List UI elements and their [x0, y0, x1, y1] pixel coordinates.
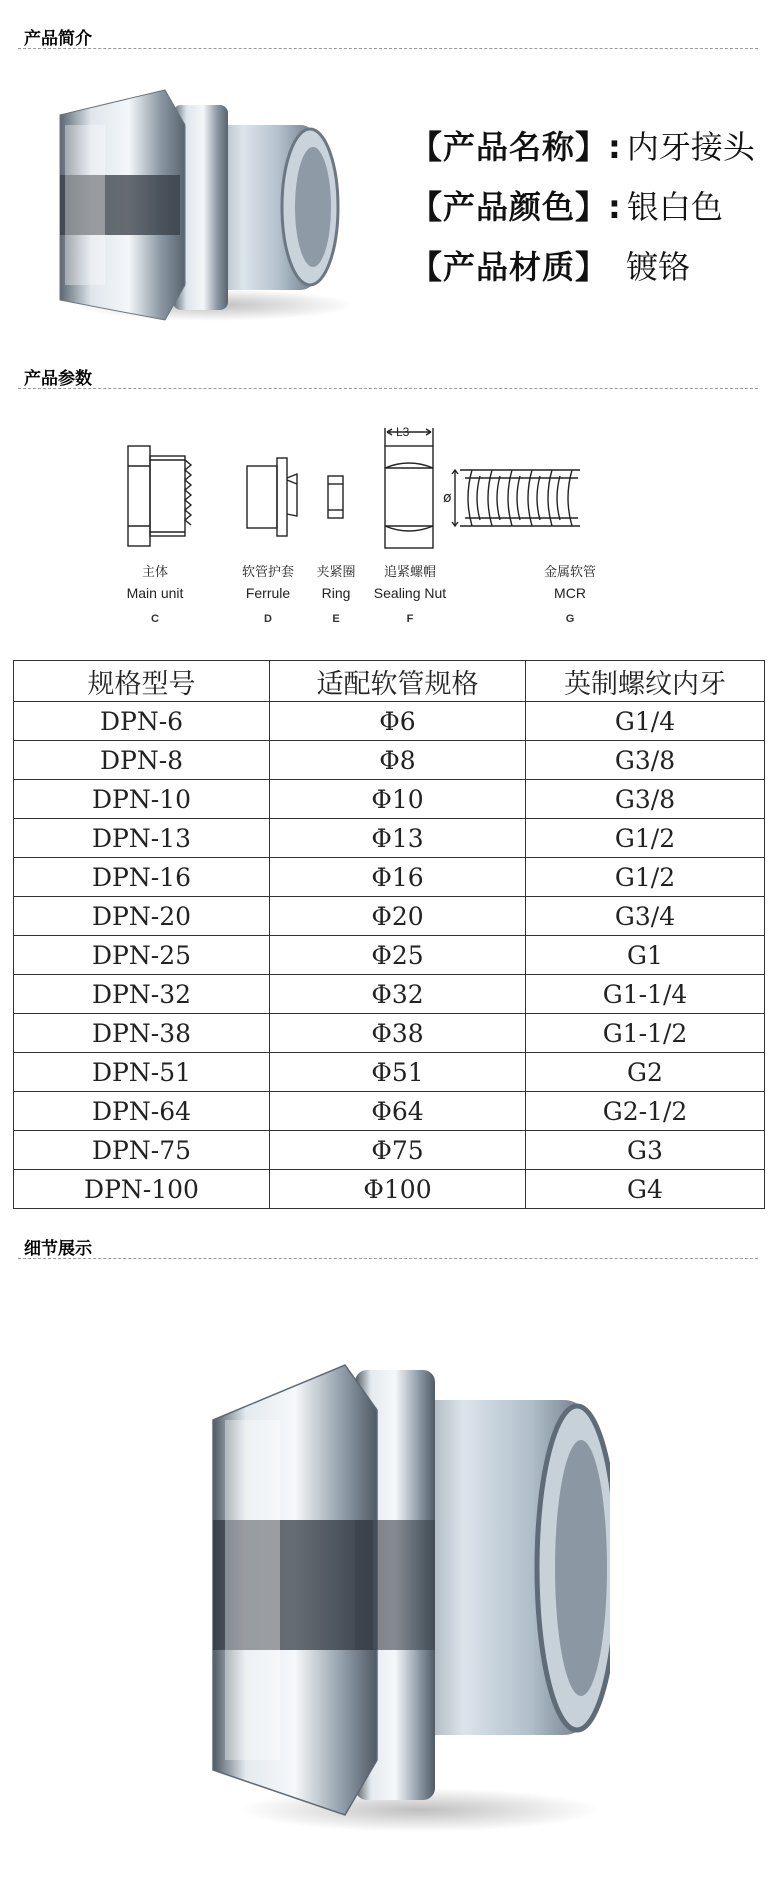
section-title: 产品参数 — [24, 369, 92, 389]
column-header: 规格型号 — [14, 661, 270, 702]
hose-size-cell: Φ10 — [270, 780, 526, 819]
main-unit-drawing — [128, 446, 191, 546]
section-title: 细节展示 — [24, 1239, 92, 1259]
info-sep: : — [608, 128, 621, 166]
component-letter: D — [264, 613, 272, 625]
table-row — [14, 819, 765, 858]
component-label-cn: 主体 — [141, 565, 169, 580]
table-row — [14, 858, 765, 897]
model-cell: DPN-6 — [14, 702, 270, 741]
model-cell: DPN-64 — [14, 1092, 270, 1131]
model-cell: DPN-32 — [14, 975, 270, 1014]
sealing-nut-drawing — [385, 428, 433, 548]
component-label-cn: 夹紧圈 — [316, 565, 356, 580]
thread-cell: G2 — [526, 1053, 765, 1092]
component-label-en: Ferrule — [245, 585, 291, 601]
table-row — [14, 1092, 765, 1131]
hose-size-cell: Φ6 — [270, 702, 526, 741]
thread-cell: G1-1/4 — [526, 975, 765, 1014]
section-title: 产品简介 — [24, 29, 92, 49]
thread-cell: G2-1/2 — [526, 1092, 765, 1131]
diameter-symbol: ø — [443, 490, 452, 506]
hose-size-cell: Φ25 — [270, 936, 526, 975]
component-letter: C — [151, 613, 159, 625]
component-diagram — [100, 418, 660, 634]
component-label-en: Ring — [321, 585, 351, 601]
info-row-material — [410, 242, 755, 302]
product-info — [410, 122, 755, 302]
thread-cell: G3/8 — [526, 741, 765, 780]
thread-cell: G1/4 — [526, 702, 765, 741]
info-value: 银白色 — [626, 188, 723, 226]
component-label-en: MCR — [554, 585, 586, 601]
table-row — [14, 897, 765, 936]
spec-table — [13, 660, 765, 1209]
table-row — [14, 1014, 765, 1053]
info-label: 【产品材质】 — [410, 248, 609, 286]
info-row-name — [410, 122, 755, 182]
ring-drawing — [328, 476, 343, 518]
ferrule-drawing — [247, 458, 297, 536]
table-row — [14, 975, 765, 1014]
component-label-cn: 追紧螺帽 — [383, 565, 437, 580]
info-sep: : — [608, 188, 621, 226]
hose-size-cell: Φ64 — [270, 1092, 526, 1131]
component-letter: F — [406, 613, 414, 625]
info-label: 【产品名称】 — [410, 128, 609, 166]
table-row — [14, 936, 765, 975]
component-letter: G — [565, 613, 575, 625]
divider — [18, 388, 758, 389]
table-row — [14, 780, 765, 819]
component-label-cn: 软管护套 — [241, 565, 295, 580]
hose-size-cell: Φ100 — [270, 1170, 526, 1209]
thread-cell: G3/4 — [526, 897, 765, 936]
thread-cell: G4 — [526, 1170, 765, 1209]
table-row — [14, 1053, 765, 1092]
section-header-intro — [0, 22, 776, 49]
model-cell: DPN-75 — [14, 1131, 270, 1170]
model-cell: DPN-13 — [14, 819, 270, 858]
table-row — [14, 741, 765, 780]
component-label-cn: 金属软管 — [543, 565, 597, 580]
table-row — [14, 702, 765, 741]
model-cell: DPN-16 — [14, 858, 270, 897]
component-letter: E — [332, 613, 340, 625]
thread-cell: G3/8 — [526, 780, 765, 819]
table-row — [14, 1131, 765, 1170]
dimension-label: L3 — [396, 425, 410, 439]
hose-size-cell: Φ32 — [270, 975, 526, 1014]
thread-cell: G1/2 — [526, 819, 765, 858]
column-header: 适配软管规格 — [270, 661, 526, 702]
hose-size-cell: Φ20 — [270, 897, 526, 936]
component-label-en: Sealing Nut — [373, 585, 447, 601]
hose-size-cell: Φ51 — [270, 1053, 526, 1092]
section-header-params — [0, 362, 776, 389]
info-value: 内牙接头 — [626, 128, 755, 166]
model-cell: DPN-25 — [14, 936, 270, 975]
info-row-color — [410, 182, 755, 242]
model-cell: DPN-10 — [14, 780, 270, 819]
hose-size-cell: Φ16 — [270, 858, 526, 897]
thread-cell: G1 — [526, 936, 765, 975]
info-label: 【产品颜色】 — [410, 188, 609, 226]
detail-photo — [205, 1350, 610, 1840]
divider — [18, 48, 758, 49]
section-header-details — [0, 1232, 776, 1259]
product-photo — [55, 85, 355, 325]
hose-size-cell: Φ75 — [270, 1131, 526, 1170]
model-cell: DPN-100 — [14, 1170, 270, 1209]
model-cell: DPN-38 — [14, 1014, 270, 1053]
component-label-en: Main unit — [126, 585, 184, 601]
info-value: 镀铬 — [626, 248, 691, 286]
thread-cell: G3 — [526, 1131, 765, 1170]
divider — [18, 1258, 758, 1259]
hose-size-cell: Φ38 — [270, 1014, 526, 1053]
model-cell: DPN-20 — [14, 897, 270, 936]
thread-cell: G1-1/2 — [526, 1014, 765, 1053]
table-row — [14, 1170, 765, 1209]
model-cell: DPN-51 — [14, 1053, 270, 1092]
model-cell: DPN-8 — [14, 741, 270, 780]
hose-size-cell: Φ8 — [270, 741, 526, 780]
mcr-drawing — [452, 470, 580, 526]
thread-cell: G1/2 — [526, 858, 765, 897]
table-header-row — [14, 661, 765, 702]
column-header: 英制螺纹内牙 — [526, 661, 765, 702]
hose-size-cell: Φ13 — [270, 819, 526, 858]
